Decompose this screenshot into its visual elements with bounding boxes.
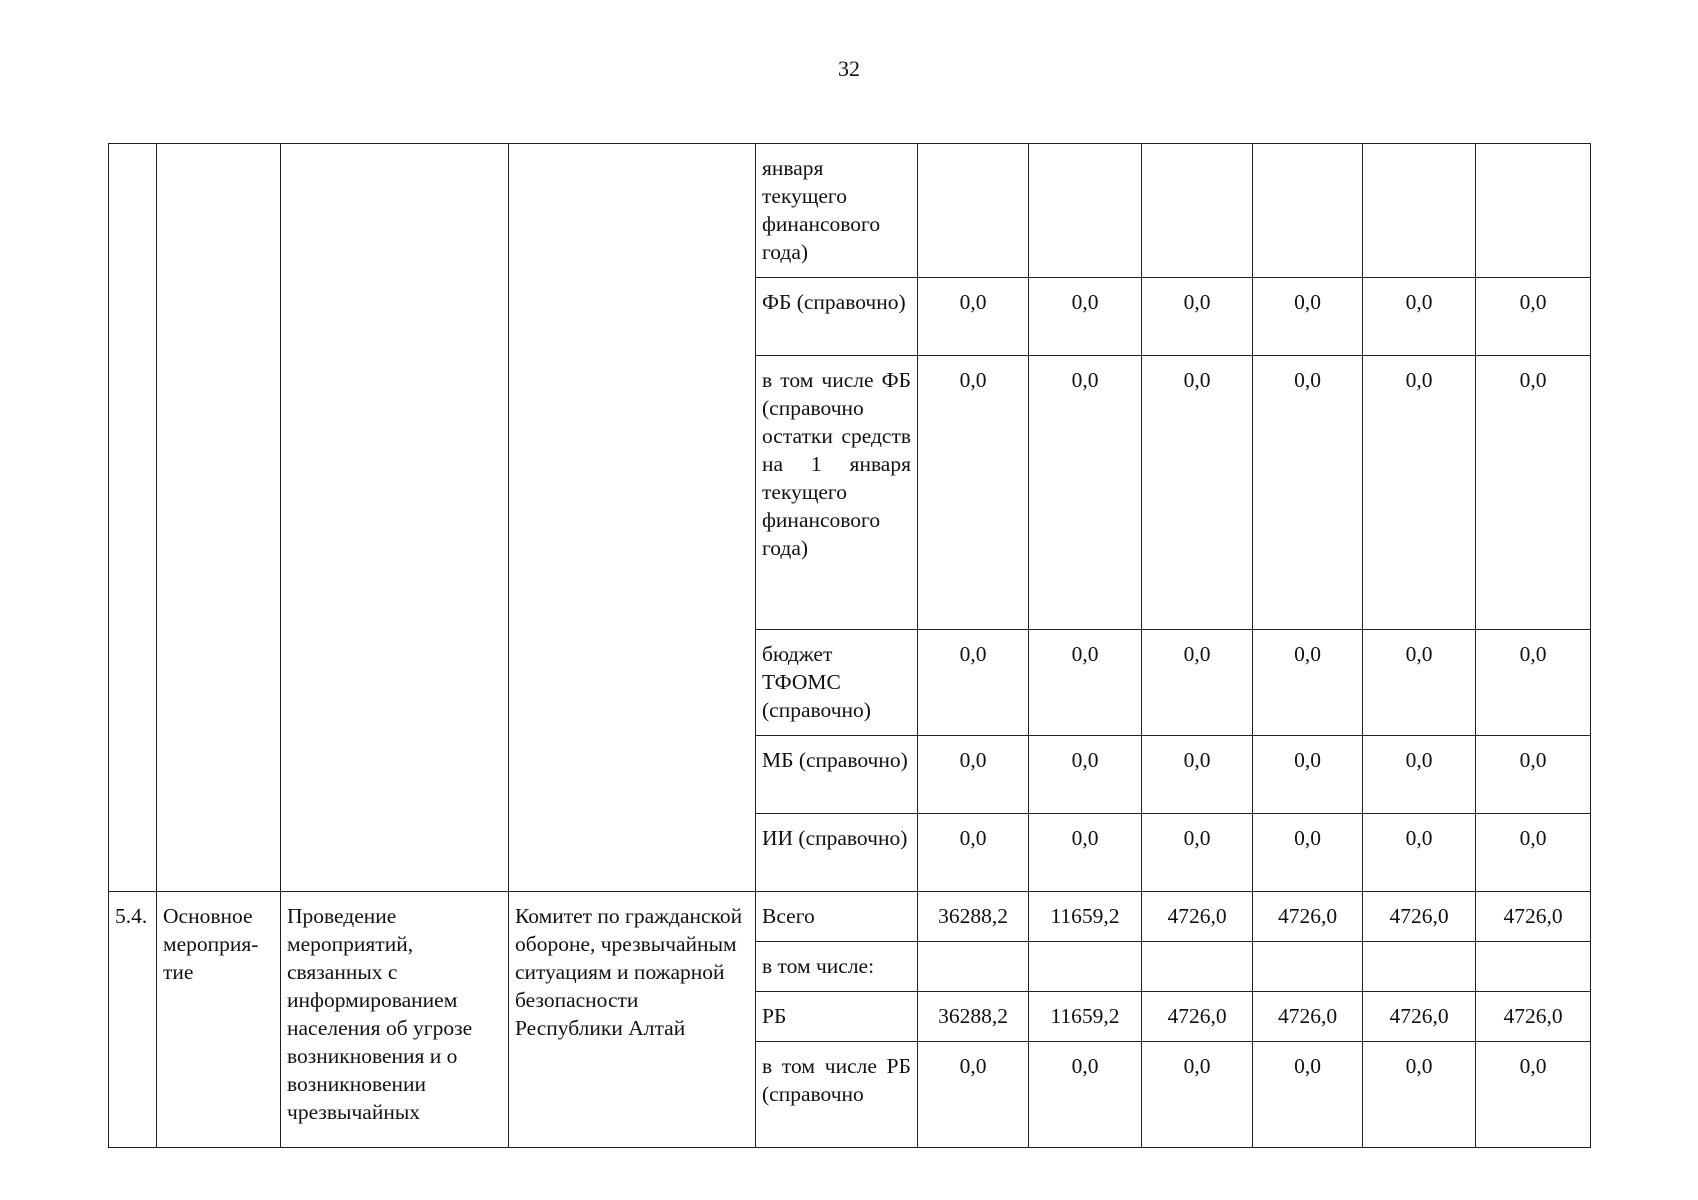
source-cell: РБ: [756, 992, 918, 1042]
value-cell: 0,0: [1363, 814, 1476, 892]
value-cell: 0,0: [1476, 356, 1591, 630]
value-cell: [918, 942, 1029, 992]
value-cell: 0,0: [1029, 1042, 1142, 1148]
source-cell: МБ (справочно): [756, 736, 918, 814]
value-cell: 4726,0: [1363, 992, 1476, 1042]
value-cell: 0,0: [1363, 736, 1476, 814]
value-cell: 0,0: [1142, 630, 1253, 736]
value-cell: 0,0: [1476, 278, 1591, 356]
value-cell: [1476, 942, 1591, 992]
source-cell: ФБ (справочно): [756, 278, 918, 356]
value-cell: 0,0: [1253, 356, 1363, 630]
value-cell: 36288,2: [918, 992, 1029, 1042]
value-cell: 0,0: [1029, 630, 1142, 736]
value-cell: 0,0: [1142, 356, 1253, 630]
value-cell: [1142, 942, 1253, 992]
value-cell: 0,0: [1253, 814, 1363, 892]
source-cell: в том числе РБ (справочно: [756, 1042, 918, 1148]
value-cell: [1142, 144, 1253, 278]
value-cell: 0,0: [1142, 278, 1253, 356]
value-cell: 0,0: [1476, 1042, 1591, 1148]
value-cell: 4726,0: [1253, 892, 1363, 942]
value-cell: 0,0: [1253, 278, 1363, 356]
value-cell: 4726,0: [1142, 992, 1253, 1042]
value-cell: 0,0: [1029, 356, 1142, 630]
value-cell: 4726,0: [1476, 992, 1591, 1042]
value-cell: 0,0: [1476, 630, 1591, 736]
source-cell: в том числе:: [756, 942, 918, 992]
value-cell: 0,0: [1142, 1042, 1253, 1148]
value-cell: 0,0: [918, 278, 1029, 356]
value-cell: 0,0: [1253, 736, 1363, 814]
value-cell: 4726,0: [1142, 892, 1253, 942]
item-number-cell: 5.4.: [109, 892, 157, 1148]
value-cell: 4726,0: [1476, 892, 1591, 942]
value-cell: 0,0: [918, 356, 1029, 630]
cont-name-cell: [281, 144, 509, 892]
source-cell: ИИ (справочно): [756, 814, 918, 892]
value-cell: [1363, 144, 1476, 278]
value-cell: 0,0: [1476, 736, 1591, 814]
source-cell: января текущего финансового года): [756, 144, 918, 278]
table-row: [109, 144, 1591, 278]
value-cell: 0,0: [1142, 736, 1253, 814]
cont-number-cell: [109, 144, 157, 892]
table-row: [109, 892, 1591, 942]
source-cell: в том числе ФБ (справочно остатки средств на 1 января текущего финансового года): [756, 356, 918, 630]
value-cell: [1029, 942, 1142, 992]
value-cell: 0,0: [918, 814, 1029, 892]
value-cell: 11659,2: [1029, 992, 1142, 1042]
value-cell: 4726,0: [1363, 892, 1476, 942]
item-type-cell: Основное мероприя-тие: [157, 892, 281, 1148]
value-cell: 0,0: [918, 736, 1029, 814]
value-cell: 0,0: [1253, 630, 1363, 736]
item-name-cell: Проведение мероприятий, связанных с информированием населения об угрозе возникновения и о возникновении чрезвычайных: [281, 892, 509, 1148]
source-cell: бюджет ТФОМС (справочно): [756, 630, 918, 736]
value-cell: [1029, 144, 1142, 278]
value-cell: [1476, 144, 1591, 278]
value-cell: 0,0: [1363, 278, 1476, 356]
value-cell: 0,0: [1029, 814, 1142, 892]
value-cell: 11659,2: [1029, 892, 1142, 942]
value-cell: 0,0: [1363, 630, 1476, 736]
value-cell: 0,0: [1253, 1042, 1363, 1148]
source-cell: Всего: [756, 892, 918, 942]
financing-table: [108, 143, 1591, 1148]
cont-executor-cell: [509, 144, 756, 892]
value-cell: [1363, 942, 1476, 992]
page-number: 32: [838, 56, 860, 81]
value-cell: 0,0: [918, 1042, 1029, 1148]
value-cell: 0,0: [918, 630, 1029, 736]
value-cell: 0,0: [1029, 278, 1142, 356]
value-cell: 0,0: [1142, 814, 1253, 892]
item-executor-cell: Комитет по гражданской обороне, чрезвычайным ситуациям и пожарной безопасности Республики Алтай: [509, 892, 756, 1148]
value-cell: [1253, 144, 1363, 278]
value-cell: [918, 144, 1029, 278]
value-cell: [1253, 942, 1363, 992]
value-cell: 0,0: [1363, 356, 1476, 630]
value-cell: 0,0: [1363, 1042, 1476, 1148]
value-cell: 4726,0: [1253, 992, 1363, 1042]
value-cell: 0,0: [1476, 814, 1591, 892]
value-cell: 36288,2: [918, 892, 1029, 942]
cont-type-cell: [157, 144, 281, 892]
value-cell: 0,0: [1029, 736, 1142, 814]
